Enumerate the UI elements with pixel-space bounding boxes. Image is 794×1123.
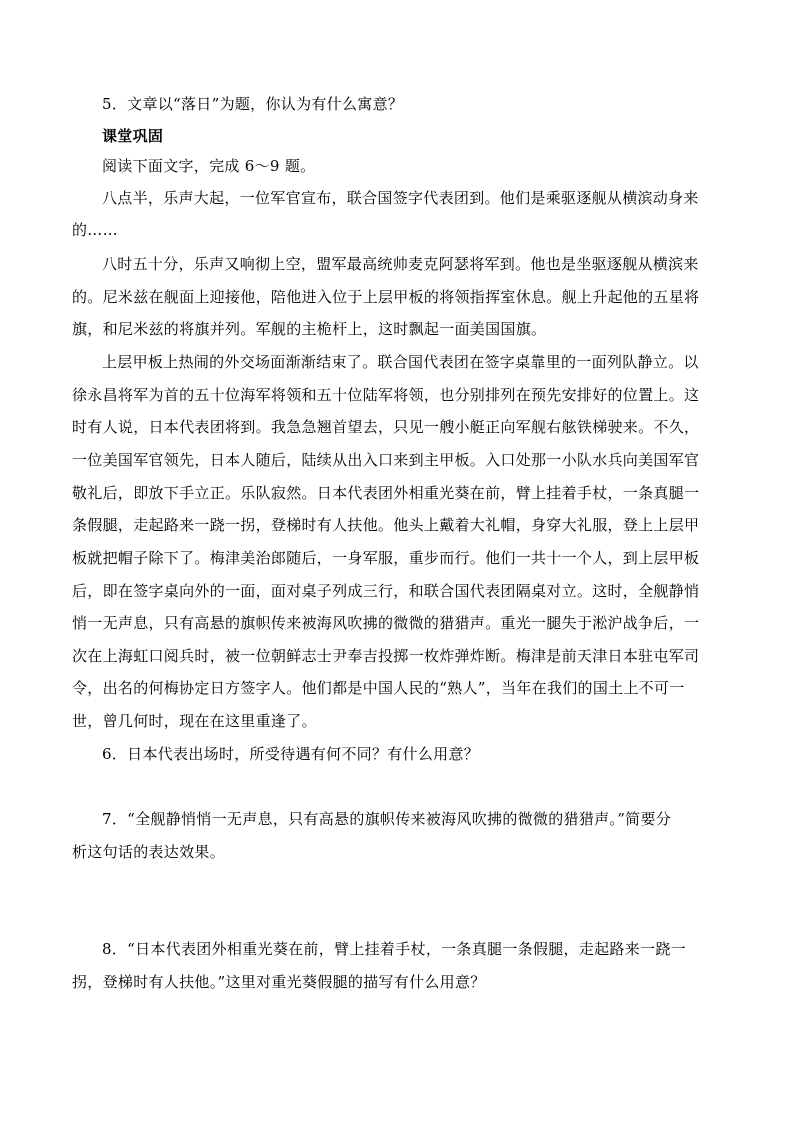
passage-line: 徐永昌将军为首的五十位海军将领和五十位陆军将领，也分别排列在预先安排好的位置上。这 xyxy=(72,386,700,404)
question-7-continued: 析这句话的表达效果。 xyxy=(72,843,226,861)
section-heading: 课堂巩固 xyxy=(102,127,164,145)
passage-line: 敬礼后，即放下手立正。乐队寂然。日本代表团外相重光葵在前，臂上挂着手杖，一条真腿一 xyxy=(72,484,700,502)
passage-line: 旗，和尼米兹的将旗并列。军舰的主桅杆上，这时飘起一面美国国旗。 xyxy=(72,320,547,338)
question-8: 8．“日本代表团外相重光葵在前，臂上挂着手杖，一条真腿一条假腿，走起路来一跷一 xyxy=(102,940,686,958)
passage-line: 次在上海虹口阅兵时，被一位朝鲜志士尹奉吉投掷一枚炸弹炸断。梅津是前天津日本驻屯军司 xyxy=(72,647,700,665)
passage-line: 后，即在签字桌向外的一面，面对桌子列成三行，和联合国代表团隔桌对立。这时，全舰静悄 xyxy=(72,582,700,600)
passage-line: 八点半，乐声大起，一位军官宣布，联合国签字代表团到。他们是乘驱逐舰从横滨动身来 xyxy=(102,189,699,207)
passage-line: 板就把帽子除下了。梅津美治郎随后，一身军服，重步而行。他们一共十一个人，到上层甲板 xyxy=(72,549,700,567)
question-8-continued: 拐，登梯时有人扶他。”这里对重光葵假腿的描写有什么用意？ xyxy=(72,973,486,991)
question-7: 7．“全舰静悄悄一无声息，只有高悬的旗帜传来被海风吹拂的微微的猎猎声。”简要分 xyxy=(102,810,672,828)
passage-line: 世，曾几何时，现在在这里重逢了。 xyxy=(72,712,317,730)
passage-line: 八时五十分，乐声又响彻上空，盟军最高统帅麦克阿瑟将军到。他也是坐驱逐舰从横滨来 xyxy=(102,255,699,273)
passage-line: 一位美国军官领先，日本人随后，陆续从出入口来到主甲板。入口处那一小队水兵向美国军官 xyxy=(72,451,700,469)
passage-line: 悄一无声息，只有高悬的旗帜传来被海风吹拂的微微的猎猎声。重光一腿失于淞沪战争后，一 xyxy=(72,614,700,632)
question-5: 5．文章以“落日”为题，你认为有什么寓意？ xyxy=(102,95,404,113)
passage-line: 条假腿，走起路来一跷一拐，登梯时有人扶他。他头上戴着大礼帽，身穿大礼服，登上上层甲 xyxy=(72,516,700,534)
passage-line: 上层甲板上热闹的外交场面渐渐结束了。联合国代表团在签字桌靠里的一面列队静立。以 xyxy=(102,353,699,371)
passage-line: 的…… xyxy=(72,221,118,239)
passage-line: 的。尼米兹在舰面上迎接他，陪他进入位于上层甲板的将领指挥室休息。舰上升起他的五星将 xyxy=(72,288,700,306)
passage-line: 时有人说，日本代表团将到。我急急翘首望去，只见一艘小艇正向军舰右舷铁梯驶来。不久， xyxy=(72,418,700,436)
passage-line: 令，出名的何梅协定日方签字人。他们都是中国人民的“熟人”，当年在我们的国土上不可一 xyxy=(72,679,685,697)
question-6: 6．日本代表出场时，所受待遇有何不同？有什么用意？ xyxy=(102,745,480,763)
instruction: 阅读下面文字，完成 6～9 题。 xyxy=(102,157,316,175)
